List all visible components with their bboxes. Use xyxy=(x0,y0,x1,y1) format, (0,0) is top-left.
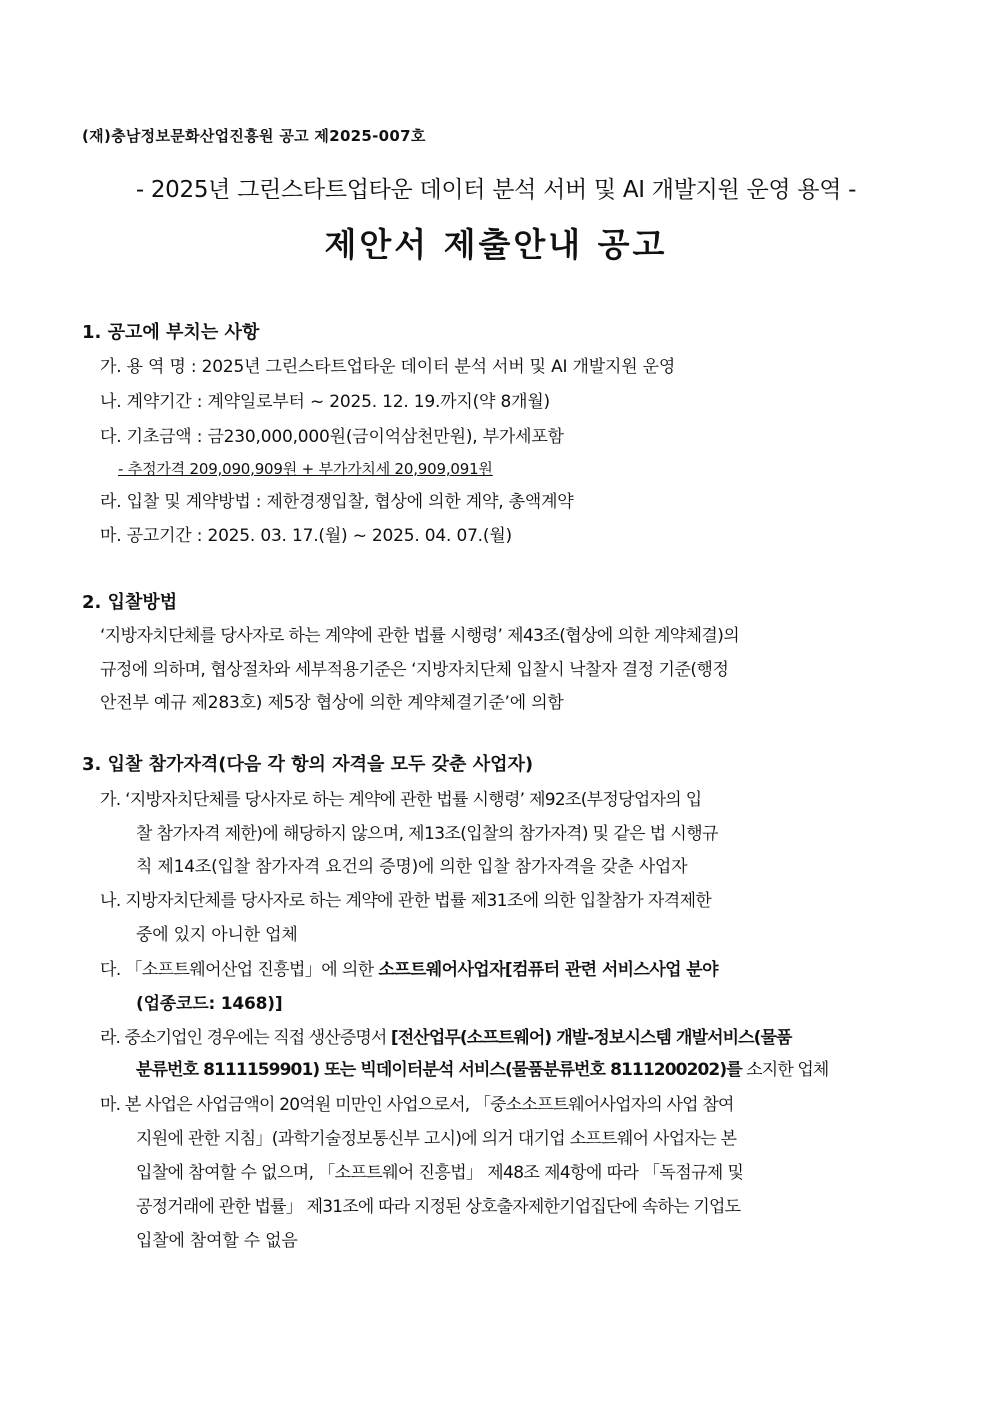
section1-item-ra: 라. 입찰 및 계약방법 : 제한경쟁입찰, 협상에 의한 계약, 총액계약 xyxy=(100,492,574,512)
section3-item-da-line: (업종코드: 1468)] xyxy=(136,994,283,1014)
section3-item-ma-line: 마. 본 사업은 사업금액이 20억원 미만인 사업으로서, 「중소소프트웨어사업자의 사업 참여 xyxy=(100,1095,734,1115)
section3-item-ga-line: 칙 제14조(입찰 참가자격 요건의 증명)에 의한 입찰 참가자격을 갖춘 사업자 xyxy=(136,857,688,877)
section3-item-da-prefix: 다. 「소프트웨어산업 진흥법」에 의한 xyxy=(100,960,379,980)
section3-item-ga-line: 가. ‘지방자치단체를 당사자로 하는 계약에 관한 법률 시행령’ 제92조(부정당업자의 입 xyxy=(100,790,702,810)
notice-number: (재)충남정보문화산업진흥원 공고 제2025-007호 xyxy=(82,127,426,145)
section1-item-ga: 가. 용 역 명 : 2025년 그린스타트업타운 데이터 분석 서버 및 AI 개발지원 운영 xyxy=(100,357,676,377)
section3-item-ra-prefix: 라. 중소기업인 경우에는 직접 생산증명서 xyxy=(100,1028,391,1048)
section3-item-ra-suffix: 소지한 업체 xyxy=(741,1060,829,1080)
production-certificate-category: [전산업무(소프트웨어) 개발-정보시스템 개발서비스(물품 xyxy=(390,1028,792,1048)
section3-item-ra-line xyxy=(100,1023,792,1048)
section1-item-na: 나. 계약기간 : 계약일로부터 ~ 2025. 12. 19.까지(약 8개월) xyxy=(100,392,550,412)
section3-item-na-line: 중에 있지 아니한 업체 xyxy=(136,925,298,945)
section3-item-na-line: 나. 지방자치단체를 당사자로 하는 계약에 관한 법률 제31조에 의한 입찰참가 자격제한 xyxy=(100,891,712,911)
section2-line: 안전부 예규 제283호) 제5장 협상에 의한 계약체결기준’에 의함 xyxy=(100,693,564,713)
section2-line: 규정에 의하며, 협상절차와 세부적용기준은 ‘지방자치단체 입찰시 낙찰자 결정 기준(행정 xyxy=(100,660,729,680)
product-classification-numbers: 분류번호 8111159901) 또는 빅데이터분석 서비스(물품분류번호 8111200202)를 xyxy=(136,1060,742,1080)
section1-item-ma: 마. 공고기간 : 2025. 03. 17.(월) ~ 2025. 04. 07.(월) xyxy=(100,526,512,546)
document-subtitle: - 2025년 그린스타트업타운 데이터 분석 서버 및 AI 개발지원 운영 용역 - xyxy=(135,177,857,203)
section1-heading: 1. 공고에 부치는 사항 xyxy=(82,322,260,343)
section3-item-ma-line: 입찰에 참여할 수 없음 xyxy=(136,1231,298,1251)
section3-item-ma-line: 입찰에 참여할 수 없으며, 「소프트웨어 진흥법」 제48조 제4항에 따라 「독점규제 및 xyxy=(136,1163,744,1183)
document-title: 제안서 제출안내 공고 xyxy=(324,225,668,264)
section3-heading: 3. 입찰 참가자격(다음 각 항의 자격을 모두 갖춘 사업자) xyxy=(82,754,534,775)
section3-item-ra-line xyxy=(136,1055,828,1080)
section3-item-da-line xyxy=(100,955,718,980)
estimated-price-note: - 추정가격 209,090,909원 + 부가가치세 20,909,091원 xyxy=(118,460,493,478)
software-business-category: 소프트웨어사업자[컴퓨터 관련 서비스사업 분야 xyxy=(378,960,718,980)
section2-line: ‘지방자치단체를 당사자로 하는 계약에 관한 법률 시행령’ 제43조(협상에 의한 계약체결)의 xyxy=(100,626,740,646)
section3-item-ma-line: 공정거래에 관한 법률」 제31조에 따라 지정된 상호출자제한기업집단에 속하는 기업도 xyxy=(136,1197,741,1217)
section1-item-da: 다. 기초금액 : 금230,000,000원(금이억삼천만원), 부가세포함 xyxy=(100,427,564,447)
section2-heading: 2. 입찰방법 xyxy=(82,592,178,613)
section3-item-ga-line: 찰 참가자격 제한)에 해당하지 않으며, 제13조(입찰의 참가자격) 및 같은 법 시행규 xyxy=(136,824,718,844)
section3-item-ma-line: 지원에 관한 지침」(과학기술정보통신부 고시)에 의거 대기업 소프트웨어 사업자는 본 xyxy=(136,1129,737,1149)
